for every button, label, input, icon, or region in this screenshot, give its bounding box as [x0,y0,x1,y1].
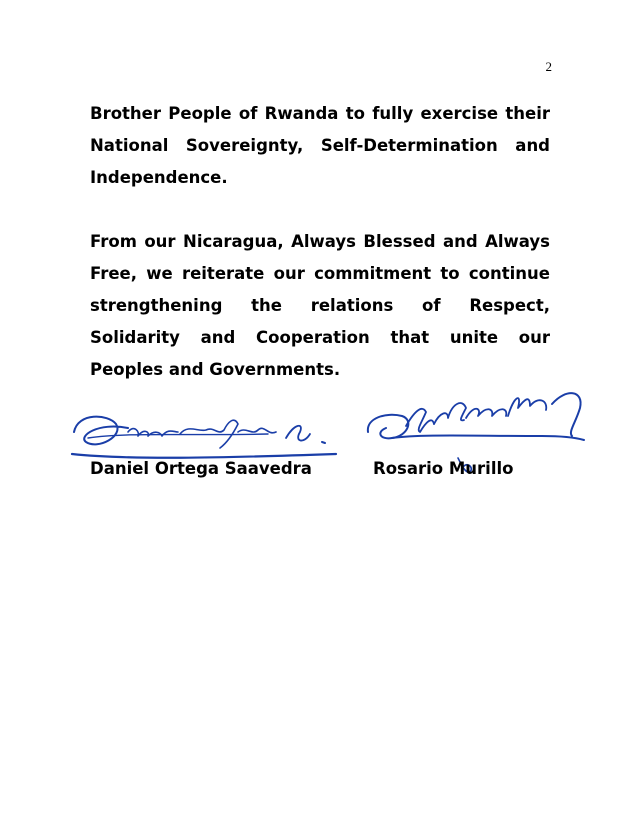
paragraph-2: From our Nicaragua, Always Blessed and Always Free, we reiterate our commitment to continue strengthening the relations of Respect, Solidarity and Cooperation that unite our Peoples and Governments. [90,232,550,379]
paragraph-1: Brother People of Rwanda to fully exercise their National Sovereignty, Self-Determination and Independence. [90,104,550,187]
signatory-name-right: Rosario Murillo [373,459,514,478]
handwritten-signature-left [68,402,343,462]
signature-daniel-ortega [68,402,343,462]
page-number: 2 [545,59,552,74]
signatory-name-left: Daniel Ortega Saavedra [90,459,312,478]
